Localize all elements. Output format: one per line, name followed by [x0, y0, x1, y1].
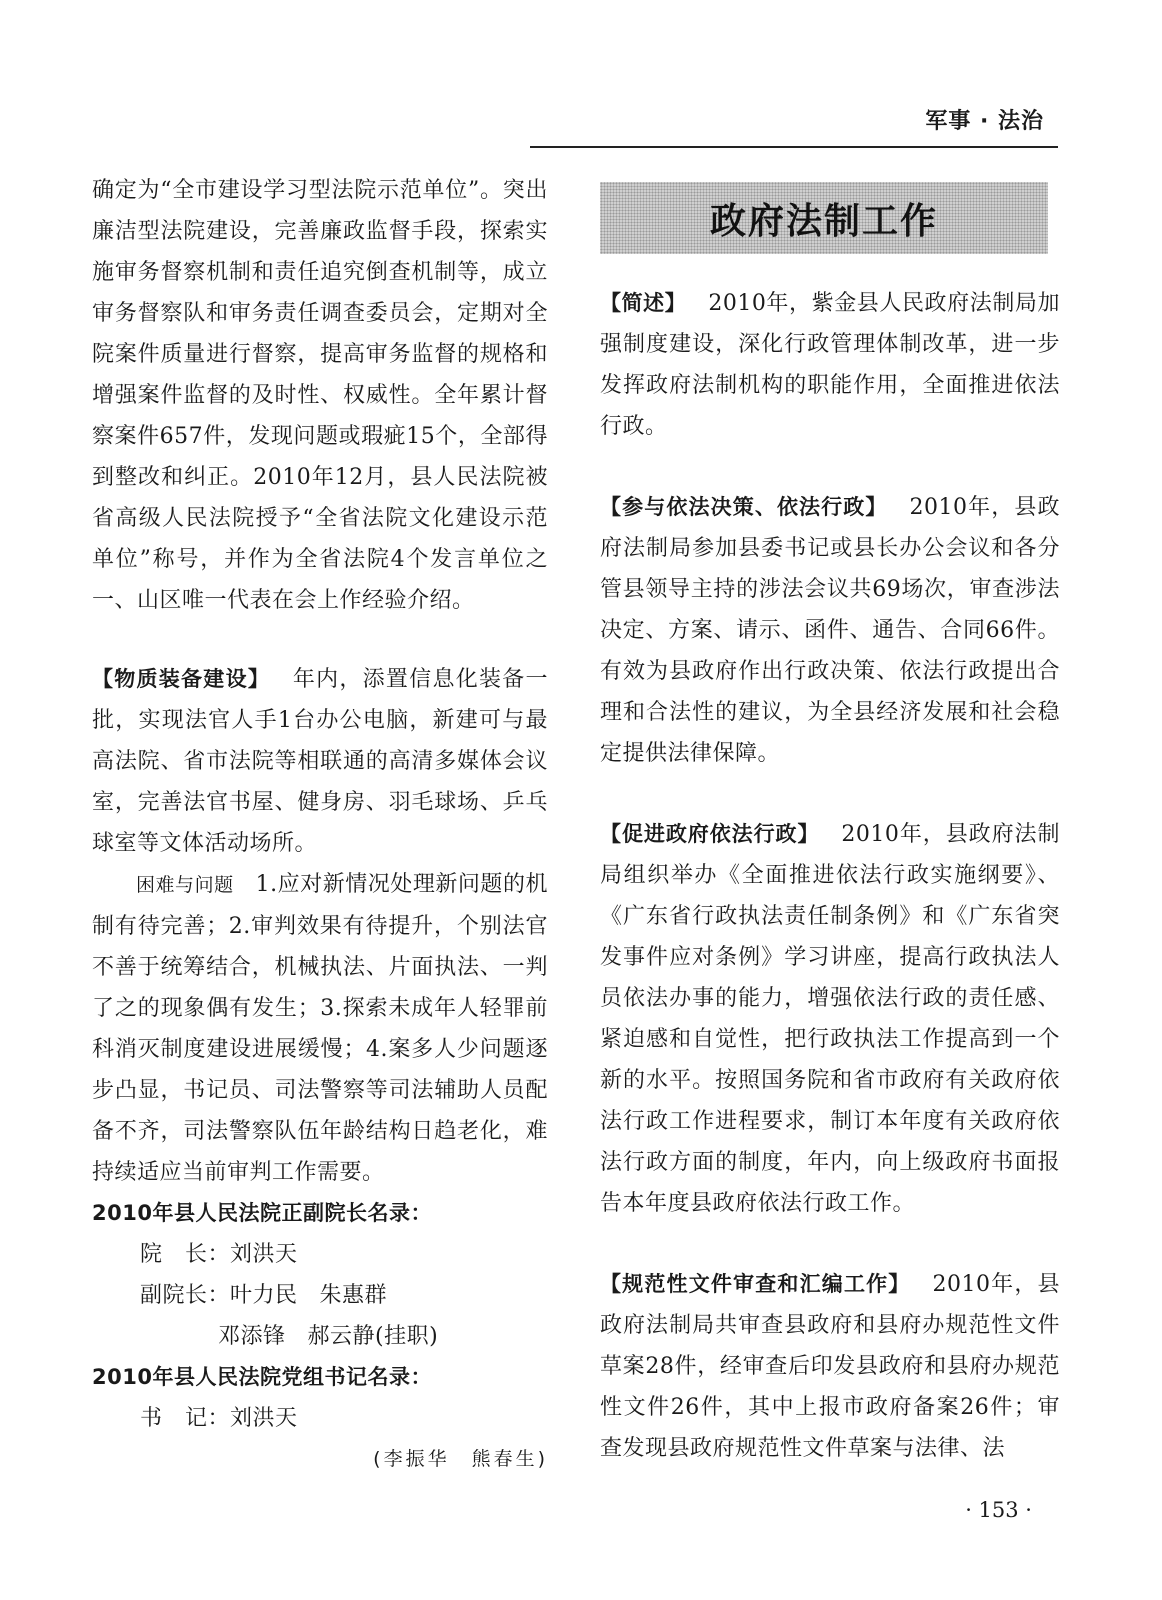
secretary-line — [92, 1398, 548, 1439]
president-line — [92, 1234, 548, 1275]
vp-name-1: 叶力民 — [230, 1283, 298, 1308]
paragraph-promote-law — [600, 814, 1060, 1224]
page-number: · 153 · — [965, 1498, 1032, 1522]
paragraph-problems — [92, 864, 548, 1193]
vice-president-line — [92, 1275, 548, 1316]
vice-president-line-2 — [92, 1316, 548, 1357]
paragraph-decision-making — [600, 487, 1060, 774]
vp-name-2: 朱惠群 — [319, 1283, 388, 1308]
running-header: 军事 · 法治 — [925, 109, 1044, 134]
heading-decision-making: 【参与依法决策、依法行政】 — [600, 495, 888, 519]
paragraph-normative-docs — [600, 1264, 1060, 1469]
section-title: 政府法制工作 — [709, 200, 938, 242]
secretary-name: 刘洪天 — [230, 1406, 298, 1431]
president-list-title: 2010年县人民法院正副院长名录： — [92, 1201, 432, 1225]
equipment-text: 年内，添置信息化装备一批，实现法官人手1台办公电脑，新建可与最高法院、省市法院等相联通的高清多媒体会议室，完善法官书屋、健身房、羽毛球场、乒乓球室等文体活动场所。 — [92, 667, 548, 856]
heading-normative-docs: 【规范性文件审查和汇编工作】 — [600, 1272, 911, 1296]
overview-text: 2010年，紫金县人民政府法制局加强制度建设，深化行政管理体制改革，进一步发挥政府法制机构的职能作用，全面推进依法行政。 — [600, 291, 1060, 439]
decision-making-text: 2010年，县政府法制局参加县委书记或县长办公会议和各分管县领导主持的涉法会议共69场次，审查涉法决定、方案、请示、函件、通告、合同66件。有效为县政府作出行政决策、依法行政提出合理和合法性的建议，为全县经济发展和社会稳定提供法律保障。 — [600, 495, 1060, 766]
paragraph-court-culture: 确定为“全市建设学习型法院示范单位”。突出廉洁型法院建设，完善廉政监督手段，探索实施审务督察机制和责任追究倒查机制等，成立审务督察队和审务责任调查委员会，定期对全院案件质量进行督察，提高审务监督的规格和增强案件监督的及时性、权威性。全年累计督察案件657件，发现问题或瑕疵15个，全部得到整改和纠正。2010年12月，县人民法院被省高级人民法院授予“全省法院文化建设示范单位”称号，并作为全省法院4个发言单位之一、山区唯一代表在会上作经验介绍。 — [92, 178, 548, 613]
vp-name-3: 邓添锋 — [218, 1324, 286, 1349]
paragraph-equipment — [92, 659, 548, 864]
heading-equipment: 【物质装备建设】 — [92, 667, 271, 691]
president-label: 院 长： — [140, 1242, 231, 1267]
left-column — [92, 170, 548, 1480]
heading-promote-law: 【促进政府依法行政】 — [600, 822, 820, 846]
problems-label: 困难与问题 — [136, 874, 234, 896]
promote-law-text: 2010年，县政府法制局组织举办《全面推进依法行政实施纲要》、《广东省行政执法责任制条例》和《广东省突发事件应对条例》学习讲座，提高行政执法人员依法办事的能力，增强依法行政的责任感、紧迫感和自觉性，把行政执法工作提高到一个新的水平。按照国务院和省市政府有关政府依法行政工作进程要求，制订本年度有关政府依法行政方面的制度，年内，向上级政府书面报告本年度县政府依法行政工作。 — [600, 822, 1060, 1216]
section-title-box — [600, 182, 1048, 254]
author-credit: (李振华 熊春生) — [373, 1448, 548, 1470]
normative-docs-text: 2010年，县政府法制局共审查县政府和县府办规范性文件草案28件，经审查后印发县政府和县府办规范性文件26件，其中上报市政府备案26件；审查发现县政府规范性文件草案与法律、法 — [600, 1272, 1061, 1461]
secretary-list-title: 2010年县人民法院党组书记名录： — [92, 1365, 432, 1389]
heading-overview: 【简述】 — [600, 291, 687, 315]
paragraph-overview — [600, 283, 1060, 447]
right-column — [600, 283, 1060, 1469]
vp-label: 副院长： — [140, 1283, 231, 1308]
secretary-label: 书 记： — [140, 1406, 231, 1431]
vp-name-4: 郝云静(挂职) — [307, 1324, 439, 1349]
president-name: 刘洪天 — [230, 1242, 298, 1267]
header-rule — [530, 146, 1058, 148]
problems-text: 1.应对新情况处理新问题的机制有待完善；2.审判效果有待提升，个别法官不善于统筹结合，机械执法、片面执法、一判了之的现象偶有发生；3.探索未成年人轻罪前科消灭制度建设进展缓慢；4.案多人少问题逐步凸显，书记员、司法警察等司法辅助人员配备不齐，司法警察队伍年龄结构日趋老化，难持续适应当前审判工作需要。 — [92, 872, 548, 1185]
